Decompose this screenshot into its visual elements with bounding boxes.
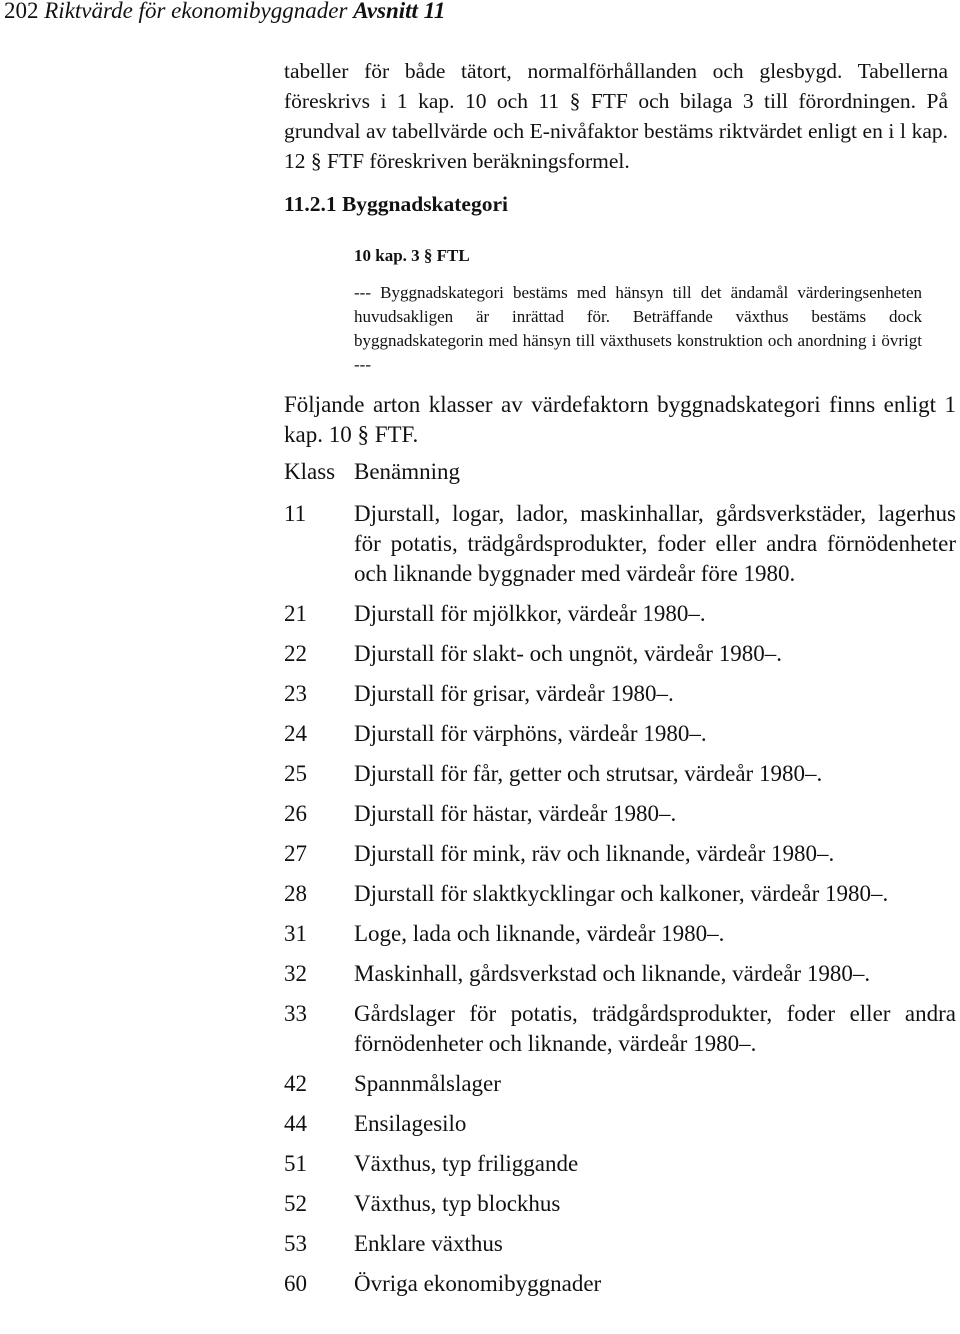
- class-name: Djurstall för mjölkkor, värdeår 1980–.: [354, 601, 706, 626]
- class-code: 31: [284, 921, 307, 946]
- table-row: [284, 759, 956, 789]
- class-code: 60: [284, 1271, 307, 1296]
- intro-paragraph: tabeller för både tätort, normalförhållanden och glesbygd. Tabellerna föreskrivs i 1 kap. 10 och 11 § FTF och bilaga 3 till förordningen. På grundval av tabellvärde och E-nivåfaktor bestäms riktvärdet enligt en i l kap. 12 § FTF föreskriven beräkningsformel.: [284, 59, 948, 173]
- table-row: [284, 599, 956, 629]
- classes-intro-paragraph: Följande arton klasser av värdefaktorn byggnadskategori finns enligt 1 kap. 10 § FTF.: [284, 392, 956, 447]
- class-name: Djurstall, logar, lador, maskinhallar, gårdsverkstäder, lagerhus för potatis, trädgårdsprodukter, foder eller andra förnödenheter och liknande byggnader med värdeår före 1980.: [354, 501, 956, 586]
- class-name: Djurstall för grisar, värdeår 1980–.: [354, 681, 674, 706]
- header-name: Benämning: [354, 459, 461, 484]
- page-header: [4, 0, 445, 24]
- class-code: 24: [284, 721, 307, 746]
- class-code: 27: [284, 841, 307, 866]
- class-code: 52: [284, 1191, 307, 1216]
- table-row: [284, 1229, 956, 1259]
- table-row: [284, 1269, 956, 1299]
- table-row: [284, 959, 956, 989]
- class-name: Övriga ekonomibyggnader: [354, 1271, 602, 1296]
- table-row: [284, 1149, 956, 1179]
- class-code: 11: [284, 501, 307, 526]
- table-row: [284, 839, 956, 869]
- class-code: 53: [284, 1231, 307, 1256]
- class-name: Enklare växthus: [354, 1231, 503, 1256]
- table-row: [284, 1189, 956, 1219]
- class-code: 42: [284, 1071, 307, 1096]
- table-row: [284, 1109, 956, 1139]
- table-row: [284, 499, 956, 589]
- law-quote: --- Byggnadskategori bestäms med hänsyn till det ändamål värderingsenheten huvudsakligen är inrättad för. Beträffande växthus bestäms dock byggnadskategorin med hänsyn till växthusets konstruktion och anordning i övrigt ---: [354, 283, 922, 374]
- class-name: Djurstall för mink, räv och liknande, värdeår 1980–.: [354, 841, 835, 866]
- class-list: [284, 499, 956, 1309]
- class-name: Spannmålslager: [354, 1071, 501, 1096]
- table-row: [284, 639, 956, 669]
- class-name: Djurstall för hästar, värdeår 1980–.: [354, 801, 677, 826]
- class-name: Djurstall för slaktkycklingar och kalkoner, värdeår 1980–.: [354, 881, 889, 906]
- class-code: 26: [284, 801, 307, 826]
- table-row: [284, 719, 956, 749]
- class-name: Gårdslager för potatis, trädgårdsprodukter, foder eller andra förnödenheter och liknande, värdeår 1980–.: [354, 1001, 956, 1056]
- class-name: Loge, lada och liknande, värdeår 1980–.: [354, 921, 725, 946]
- table-row: [284, 679, 956, 709]
- class-code: 44: [284, 1111, 307, 1136]
- class-name: Maskinhall, gårdsverkstad och liknande, värdeår 1980–.: [354, 961, 871, 986]
- header-code: Klass: [284, 459, 336, 484]
- table-row: [284, 879, 956, 909]
- class-code: 51: [284, 1151, 307, 1176]
- class-code: 22: [284, 641, 307, 666]
- class-code: 23: [284, 681, 307, 706]
- table-row: [284, 999, 956, 1059]
- table-row: [284, 1069, 956, 1099]
- class-name: Ensilagesilo: [354, 1111, 467, 1136]
- class-name: Djurstall för får, getter och strutsar, värdeår 1980–.: [354, 761, 823, 786]
- section-label: Avsnitt 11: [353, 0, 446, 23]
- class-code: 25: [284, 761, 307, 786]
- table-row: [284, 919, 956, 949]
- section-heading: 11.2.1 Byggnadskategori: [284, 192, 508, 216]
- class-name: Växthus, typ blockhus: [354, 1191, 561, 1216]
- class-name: Djurstall för värphöns, värdeår 1980–.: [354, 721, 707, 746]
- page-number: 202: [4, 0, 39, 23]
- class-code: 28: [284, 881, 307, 906]
- class-name: Växthus, typ friliggande: [354, 1151, 579, 1176]
- law-reference: 10 kap. 3 § FTL: [354, 246, 470, 265]
- class-code: 33: [284, 1001, 307, 1026]
- class-name: Djurstall för slakt- och ungnöt, värdeår 1980–.: [354, 641, 782, 666]
- table-header: [284, 459, 460, 485]
- class-code: 21: [284, 601, 307, 626]
- class-code: 32: [284, 961, 307, 986]
- table-row: [284, 799, 956, 829]
- running-title: Riktvärde för ekonomibyggnader: [44, 0, 348, 23]
